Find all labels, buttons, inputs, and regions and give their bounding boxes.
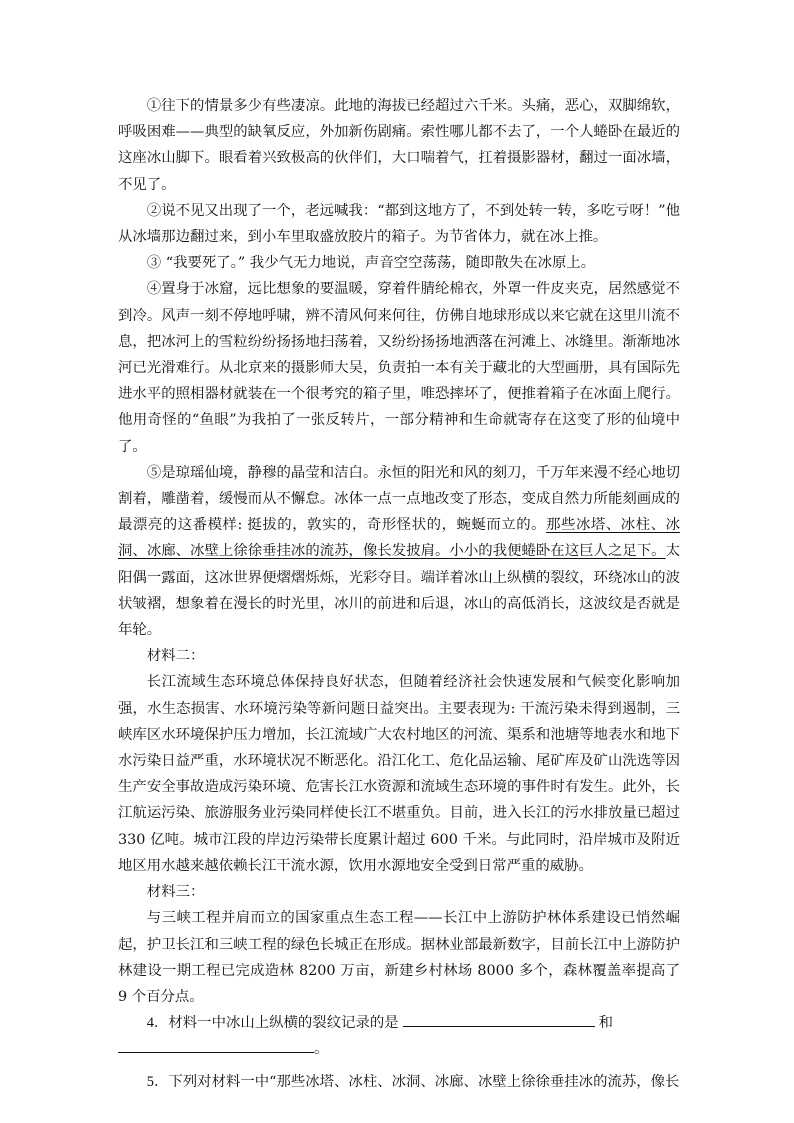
question-5-number: 5． [146, 1073, 169, 1090]
material3-heading: 材料三： [146, 884, 205, 901]
question-4-conjunction: 和 [598, 1015, 614, 1032]
material1-paragraph-4: ④置身于冰窟，远比想象的要温暖，穿着件腈纶棉衣，外罩一件皮夹克，居然感觉不到冷。风声一刻不停地呼啸，辨不清风何来何往，仿佛自地球形成以来它就在这里川流不息，把冰河上的雪粒纷纷扬扬地扫荡着，又纷纷扬扬地洒落在河滩上、冰缝里。渐渐地冰河已光滑难行。从北京来的摄影师大吴，负责拍一本有关于藏北的大型画册，具有国际先进水平的照相器材就装在一个很考究的箱子里，唯恐摔坏了，便推着箱子在冰面上爬行。他用奇怪的“鱼眼”为我拍了一张反转片，一部分精神和生命就寄存在这变了形的仙境中了。 [118, 281, 680, 455]
question-4-end: 。 [314, 1041, 329, 1058]
answer-blank-1[interactable] [403, 1025, 595, 1027]
question-5-text: 下列对材料一中“那些冰塔、冰柱、冰洞、冰廊、冰壁上徐徐垂挂冰的流苏，像长 [168, 1073, 680, 1090]
question-4-number: 4． [146, 1015, 169, 1032]
question-5 [118, 1069, 680, 1095]
material1-paragraph-3: ③ “我要死了。” 我少气无力地说，声音空空荡荡，随即散失在冰原上。 [146, 255, 596, 272]
answer-blank-2[interactable] [118, 1051, 314, 1053]
underlined-sentence: 那些冰塔、冰柱、冰洞、冰廊、冰壁上徐徐垂挂冰的流苏，像长发披肩。小小的我便蜷卧在这巨人之足下。 [118, 517, 680, 560]
paragraph-5-text-after: 太阳偶一露面，这冰世界便熠熠烁烁，光彩夺目。端详着冰山上纵横的裂纹，环绕冰山的波状皱褶，想象着在漫长的时光里，冰川的前进和后退，冰山的高低消长，这波纹是否就是年轮。 [118, 543, 680, 639]
paragraph-5-text-before: ⑤是琼瑶仙境，静穆的晶莹和洁白。永恒的阳光和风的刻刀，千万年来漫不经心地切割着，雕凿着，缓慢而从不懈怠。冰体一点一点地改变了形态，变成自然力所能刻画成的最漂亮的这番模样: 挺拔的，敦实的，奇形怪状的，蜿蜒而立的。 [118, 464, 680, 534]
document-page [118, 93, 680, 1095]
material1-paragraph-5 [118, 460, 680, 643]
material1-paragraph-1: ①往下的情景多少有些凄凉。此地的海拔已经超过六千米。头痛，恶心，双脚绵软，呼吸困难——典型的缺氧反应，外加新伤剧痛。索性哪儿都不去了，一个人蜷卧在最近的这座冰山脚下。眼看着兴致极高的伙伴们，大口喘着气，扛着摄影器材，翻过一面冰墙，不见了。 [118, 98, 680, 193]
material2-body: 长江流域生态环境总体保持良好状态，但随着经济社会快速发展和气候变化影响加强，水生态损害、水环境污染等新问题日益突出。主要表现为: 干流污染未得到遏制，三峡库区水环境保护压力增加，长江流域广大农村地区的河流、渠系和池塘等地表水和地下水污染日益严重，水环境状况不断恶化。沿江化工、危化品运输、尾矿库及矿山洗选等因生产安全事故造成污染环境、危害长江水资源和流域生态环境的事件时有发生。此外，长江航运污染、旅游服务业污染同样使长江不堪重负。目前，进入长江的污水排放量已超过 330 亿吨。城市江段的岸边污染带长度累计超过 600 千米。与此同时，沿岸城市及附近地区用水越来越依赖长江干流水源，饮用水源地安全受到日常严重的威胁。 [118, 674, 680, 874]
material2-heading: 材料二： [146, 648, 205, 665]
question-4 [118, 1010, 680, 1036]
question-4-continuation [118, 1036, 680, 1062]
question-4-line-1 [118, 1010, 680, 1036]
material1-paragraph-2: ②说不见又出现了一个，老远喊我：“都到这地方了，不到处转一转，多吃亏呀！”他从冰墙那边翻过来，到小车里取盛放胶片的箱子。为节省体力，就在冰上推。 [118, 202, 680, 246]
question-4-text: 材料一中冰山上纵横的裂纹记录的是 [168, 1015, 399, 1032]
material3-body: 与三峡工程并肩而立的国家重点生态工程——长江中上游防护林体系建设已悄然崛起，护卫长江和三峡工程的绿色长城正在形成。据林业部最新数字，目前长江中上游防护林建设一期工程已完成造林 8200 万亩，新建乡村林场 8000 多个，森林覆盖率提高了 9 个百分点。 [118, 910, 680, 1005]
